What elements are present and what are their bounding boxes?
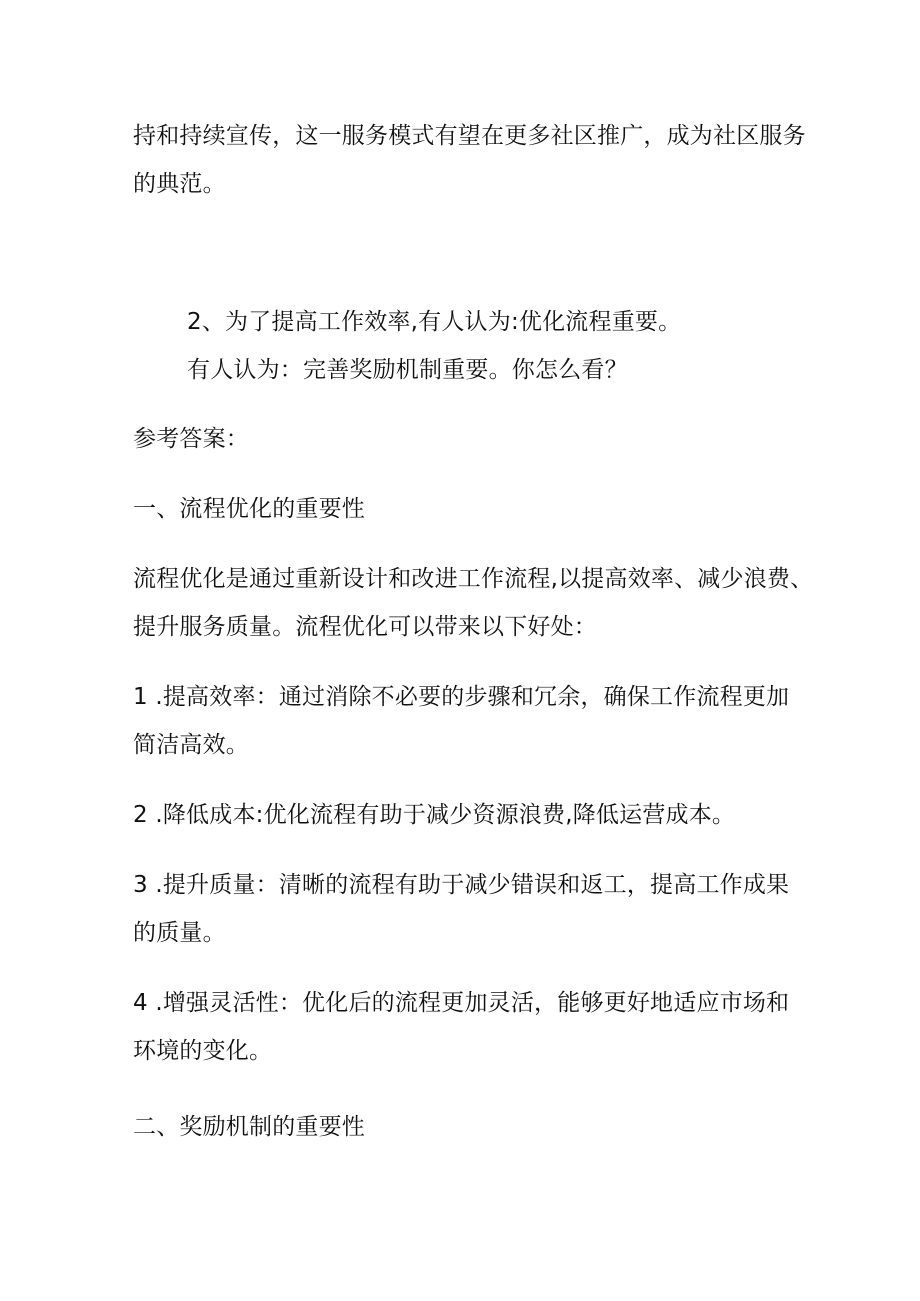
list-item-2-line-1: 2 .降低成本:优化流程有助于减少资源浪费,降低运营成本。 xyxy=(133,802,736,828)
list-item-3-line-1: 3 .提升质量：清晰的流程有助于减少错误和返工，提高工作成果 xyxy=(133,872,790,898)
section-2-heading: 二、奖励机制的重要性 xyxy=(133,1114,365,1140)
continuation-line-2: 的典范。 xyxy=(133,171,226,197)
question-line-2: 有人认为：完善奖励机制重要。你怎么看？ xyxy=(187,357,628,383)
list-item-4-line-2: 环境的变化。 xyxy=(133,1038,273,1064)
section-1-heading: 一、流程优化的重要性 xyxy=(133,496,365,522)
section-1-intro-line-2: 提升服务质量。流程优化可以带来以下好处： xyxy=(133,614,597,640)
list-item-4-line-1: 4 .增强灵活性：优化后的流程更加灵活，能够更好地适应市场和 xyxy=(133,990,790,1016)
list-item-1-line-2: 简洁高效。 xyxy=(133,732,249,758)
list-item-3-line-2: 的质量。 xyxy=(133,920,226,946)
section-1-intro-line-1: 流程优化是通过重新设计和改进工作流程,以提高效率、减少浪费、 xyxy=(133,566,814,592)
list-item-1-line-1: 1 .提高效率：通过消除不必要的步骤和冗余，确保工作流程更加 xyxy=(133,684,790,710)
answer-label: 参考答案： xyxy=(133,426,249,452)
question-line-1: 2、为了提高工作效率,有人认为:优化流程重要。 xyxy=(187,309,682,335)
continuation-line-1: 持和持续宣传，这一服务模式有望在更多社区推广，成为社区服务 xyxy=(133,123,806,149)
